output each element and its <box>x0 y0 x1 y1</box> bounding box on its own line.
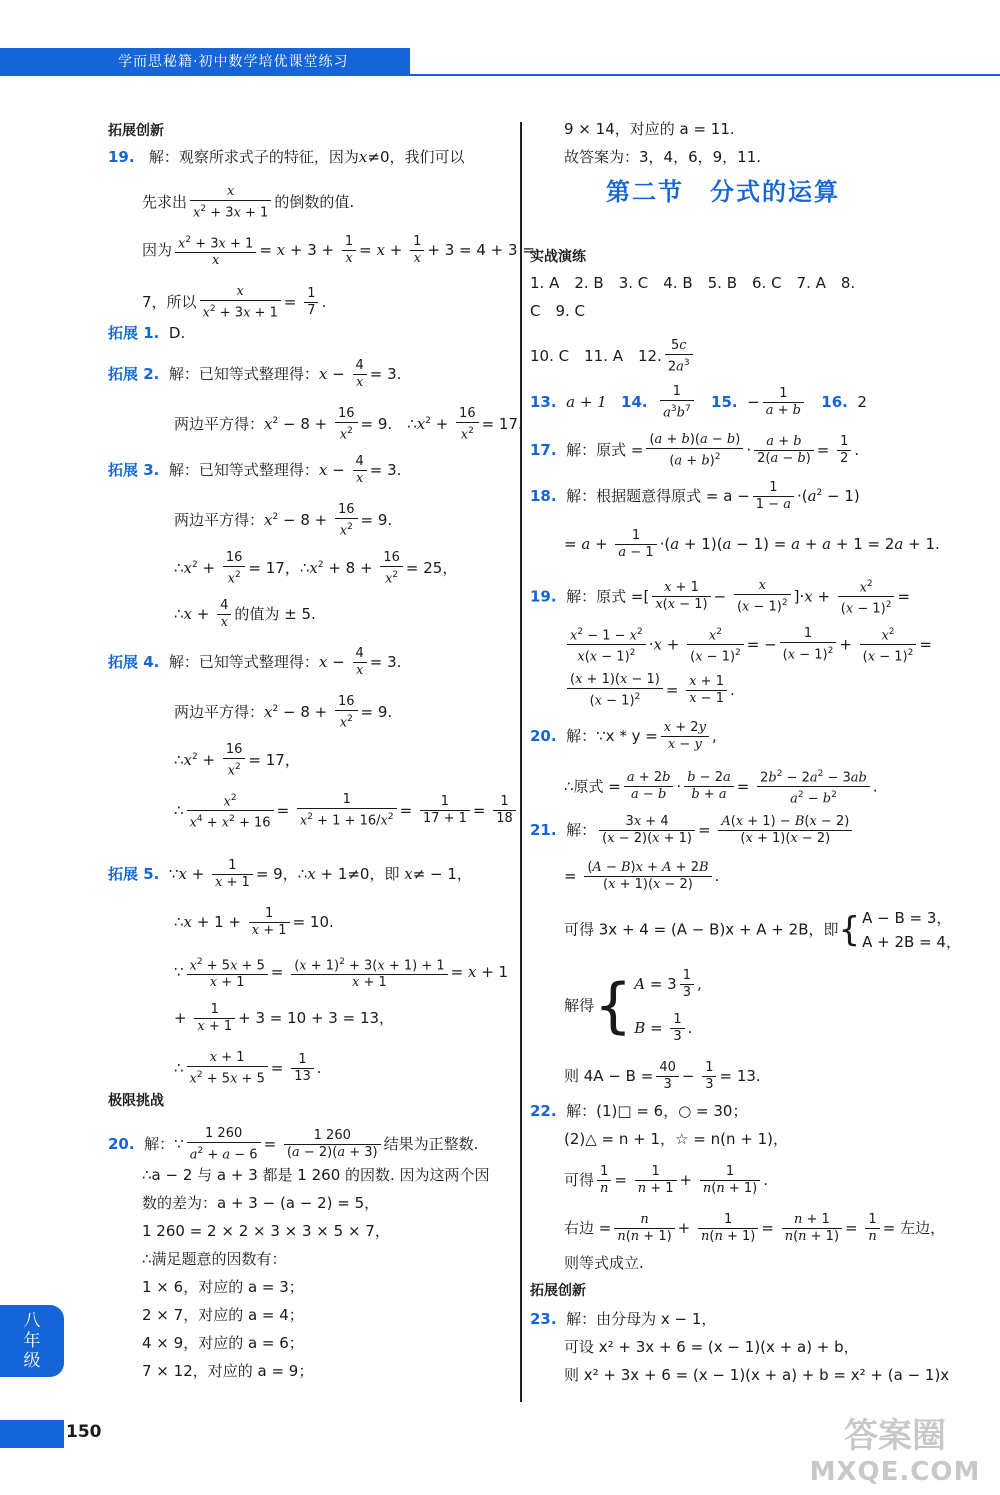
problem-22-line3: 可得 $\frac{1}{n}$ = $\frac{1}{n + 1}$ + $\frac{1}{n(n + 1)}$ . <box>564 1164 768 1196</box>
page-number-bar <box>0 1420 64 1448</box>
problem-20-line5: ∴满足题意的因数有： <box>142 1250 287 1268</box>
extension-5-line2: ∴x + 1 + $\frac{1}{x + 1}$ = 10. <box>174 906 334 938</box>
section-title: 第二节 分式的运算 <box>606 178 840 206</box>
problem-22-line5: 则等式成立. <box>564 1254 644 1272</box>
problem-19-right-line1: 19. 解：原式 =[ $\frac{x + 1}{x(x - 1)}$ − $\frac{x}{(x - 1)^2}$ ]·x + $\frac{x^2}{(x - 1)^2}$ = <box>530 576 910 618</box>
extension-4-line4: ∴ $\frac{x^2}{x^4 + x^2 + 16}$ = $\frac{1}{x^2 + 1 + 16/x^2}$ = $\frac{1}{17 + 1}$ = $\frac{1}{18}$ . <box>174 790 524 832</box>
problem-22-line2: (2)△ = n + 1，☆ = n(n + 1)， <box>564 1130 788 1148</box>
extension-1: 拓展 1. D. <box>108 324 186 342</box>
problem-20-line1: 20. 解：∵ $\frac{1 260}{a^2 + a - 6}$ = $\frac{1 260}{(a - 2)(a + 3)}$ 结果为正整数. <box>108 1126 479 1163</box>
extension-3-line2: 两边平方得：$x^2 - 8$ + $\frac{16}{x^2}$ = 9. <box>174 502 393 539</box>
problem-20-line7: 2 × 7，对应的 a = 4； <box>142 1306 304 1324</box>
answers-line2: C 9. C <box>530 302 586 320</box>
extension-5-line5: ∴ $\frac{x + 1}{x^2 + 5x + 5}$ = $\frac{1}{13}$ . <box>174 1050 322 1087</box>
problem-17: 17. 解：原式 = $\frac{(a + b)(a - b)}{(a + b)^2}$ · $\frac{a + b}{2(a - b)}$ = $\frac{1}{2}$ . <box>530 432 860 469</box>
grade-tab: 八 年 级 <box>0 1305 64 1377</box>
problem-19-line1: 19. 解：观察所求式子的特征，因为x≠0，我们可以 <box>108 148 465 166</box>
extension-2-line2: 两边平方得：$x^2 - 8$ + $\frac{16}{x^2}$ = 9. $\therefore x^2$ + $\frac{16}{x^2}$ = 17. <box>174 406 523 443</box>
watermark-logo: 答案圈 MXQE.COM <box>809 1416 981 1487</box>
problem-20-line6: 1 × 6，对应的 a = 3； <box>142 1278 304 1296</box>
page-header: 学而思秘籍·初中数学培优课堂练习 <box>0 48 410 76</box>
problem-23-line3: 则 x² + 3x + 6 = (x − 1)(x + a) + b = x² + (a − 1)x <box>564 1366 950 1384</box>
subheading-expand: 拓展创新 <box>108 123 164 139</box>
extension-5-line4: + $\frac{1}{x + 1}$ + 3 = 10 + 3 = 13， <box>174 1002 395 1034</box>
problem-22-line1: 22. 解：(1)□ = 6，○ = 30； <box>530 1102 748 1120</box>
problem-21-line4: 解得{ A = 3 $\frac{1}{3}$ , B = $\frac{1}{3}$ . <box>564 968 702 1044</box>
problem-20-cont-line1: 9 × 14，对应的 a = 11. <box>564 120 735 138</box>
extension-3-line1: 拓展 3. 解：已知等式整理得：x − $\frac{4}{x}$ = 3. <box>108 454 402 486</box>
problem-20-cont-line2: 故答案为：3，4，6，9，11. <box>564 148 762 166</box>
extension-5-line3: ∵ $\frac{x^2 + 5x + 5}{x + 1}$ = $\frac{(x + 1)^2 + 3(x + 1) + 1}{x + 1}$ = x + 1 <box>174 954 508 991</box>
header-rule <box>410 74 1000 76</box>
problem-19-line4: 7，所以 $\frac{x}{x^2 + 3x + 1}$ = $\frac{1}{7}$ . <box>142 284 327 321</box>
problem-number: 19. <box>108 148 135 166</box>
answers-line1: 1. A 2. B 3. C 4. B 5. B 6. C 7. A 8. <box>530 274 856 292</box>
extension-3-line4: ∴x + $\frac{4}{x}$ 的值为 ± 5. <box>174 598 316 630</box>
problem-19-right-line2: $\frac{x^2 - 1 - x^2}{x(x - 1)^2}$ ·x + $\frac{x^2}{(x - 1)^2}$ = − $\frac{1}{(x - 1)^2}$ + $\frac{x^2}{(x - 1)^2}$ = <box>564 624 932 666</box>
page-number: 150 <box>66 1422 102 1442</box>
problem-21-line1: 21. 解： $\frac{3x + 4}{(x - 2)(x + 1)}$ = $\frac{A(x + 1) - B(x - 2)}{(x + 1)(x - 2)}$ <box>530 814 855 847</box>
problem-21-line2: = $\frac{(A - B)x + A + 2B}{(x + 1)(x - 2)}$ . <box>564 860 720 892</box>
answers-line4: 13. a + 1 14. $\frac{1}{a^3b^7}$ 15. − $\frac{1}{a + b}$ 16. 2 <box>530 384 867 421</box>
problem-20-line3: 数的差为：a + 3 − (a − 2) = 5， <box>142 1194 380 1212</box>
problem-23-line2: 可设 x² + 3x + 6 = (x − 1)(x + a) + b， <box>564 1338 859 1356</box>
subheading-expand-right: 拓展创新 <box>530 1283 586 1299</box>
column-divider <box>520 122 522 1402</box>
extension-4-line1: 拓展 4. 解：已知等式整理得：x − $\frac{4}{x}$ = 3. <box>108 646 402 678</box>
problem-20-line8: 4 × 9，对应的 a = 6； <box>142 1334 304 1352</box>
extension-4-line2: 两边平方得：$x^2 - 8$ + $\frac{16}{x^2}$ = 9. <box>174 694 393 731</box>
problem-19-right-line3: $\frac{(x + 1)(x - 1)}{(x - 1)^2}$ = $\frac{x + 1}{x - 1}$ . <box>564 672 735 709</box>
subheading-practice: 实战演练 <box>530 249 586 265</box>
problem-23-line1: 23. 解：由分母为 x − 1， <box>530 1310 717 1328</box>
problem-18-line2: = a + $\frac{1}{a - 1}$ ·(a + 1)(a − 1) = a + a + 1 = 2a + 1. <box>564 528 940 560</box>
problem-20-line9: 7 × 12，对应的 a = 9； <box>142 1362 314 1380</box>
problem-20-right-line2: ∴原式 = $\frac{a + 2b}{a - b}$ · $\frac{b - 2a}{b + a}$ = $\frac{2b^2 - 2a^2 - 3ab}{a^2 - b^2}$ . <box>564 766 878 808</box>
answers-line3: 10. C 11. A 12. $\frac{5c}{2a^3}$ <box>530 338 696 375</box>
extension-2-line1: 拓展 2. 解：已知等式整理得：x − $\frac{4}{x}$ = 3. <box>108 358 402 390</box>
problem-22-line4: 右边 = $\frac{n}{n(n + 1)}$ + $\frac{1}{n(n + 1)}$ = $\frac{n + 1}{n(n + 1)}$ = $\frac{1}{n}$ = 左边， <box>564 1212 946 1244</box>
problem-20-right-line1: 20. 解：∵x * y = $\frac{x + 2y}{x - y}$ , <box>530 720 717 752</box>
problem-20-line4: 1 260 = 2 × 2 × 3 × 3 × 5 × 7， <box>142 1222 390 1240</box>
extension-3-line3: $\therefore x^2$ + $\frac{16}{x^2}$ = 17，$\therefore x^2 + 8$ + $\frac{16}{x^2}$ = 25， <box>174 550 458 587</box>
extension-5-line1: 拓展 5. ∵x + $\frac{1}{x + 1}$ = 9，∴x + 1≠0，即 x≠ − 1， <box>108 858 472 890</box>
problem-21-line3: 可得 3x + 4 = (A − B)x + A + 2B，即{ A − B = 3， A + 2B = 4， <box>564 909 961 951</box>
problem-21-line5: 则 4A − B = $\frac{40}{3}$ − $\frac{1}{3}$ = 13. <box>564 1060 761 1092</box>
subheading-challenge: 极限挑战 <box>108 1093 164 1109</box>
extension-4-line3: $\therefore x^2$ + $\frac{16}{x^2}$ = 17， <box>174 742 300 779</box>
problem-19-line2: 先求出 $\frac{x}{x^2 + 3x + 1}$ 的倒数的值. <box>142 184 355 221</box>
problem-20-line2: ∴a − 2 与 a + 3 都是 1 260 的因数. 因为这两个因 <box>142 1166 490 1184</box>
problem-18-line1: 18. 解：根据题意得原式 = a − $\frac{1}{1 - a}$ $\cdot(a^2 - 1)$ <box>530 480 860 512</box>
problem-19-line3: 因为 $\frac{x^2 + 3x + 1}{x}$ = x + 3 + $\frac{1}{x}$ = x + $\frac{1}{x}$ + 3 = 4 + 3 = <box>142 232 535 269</box>
